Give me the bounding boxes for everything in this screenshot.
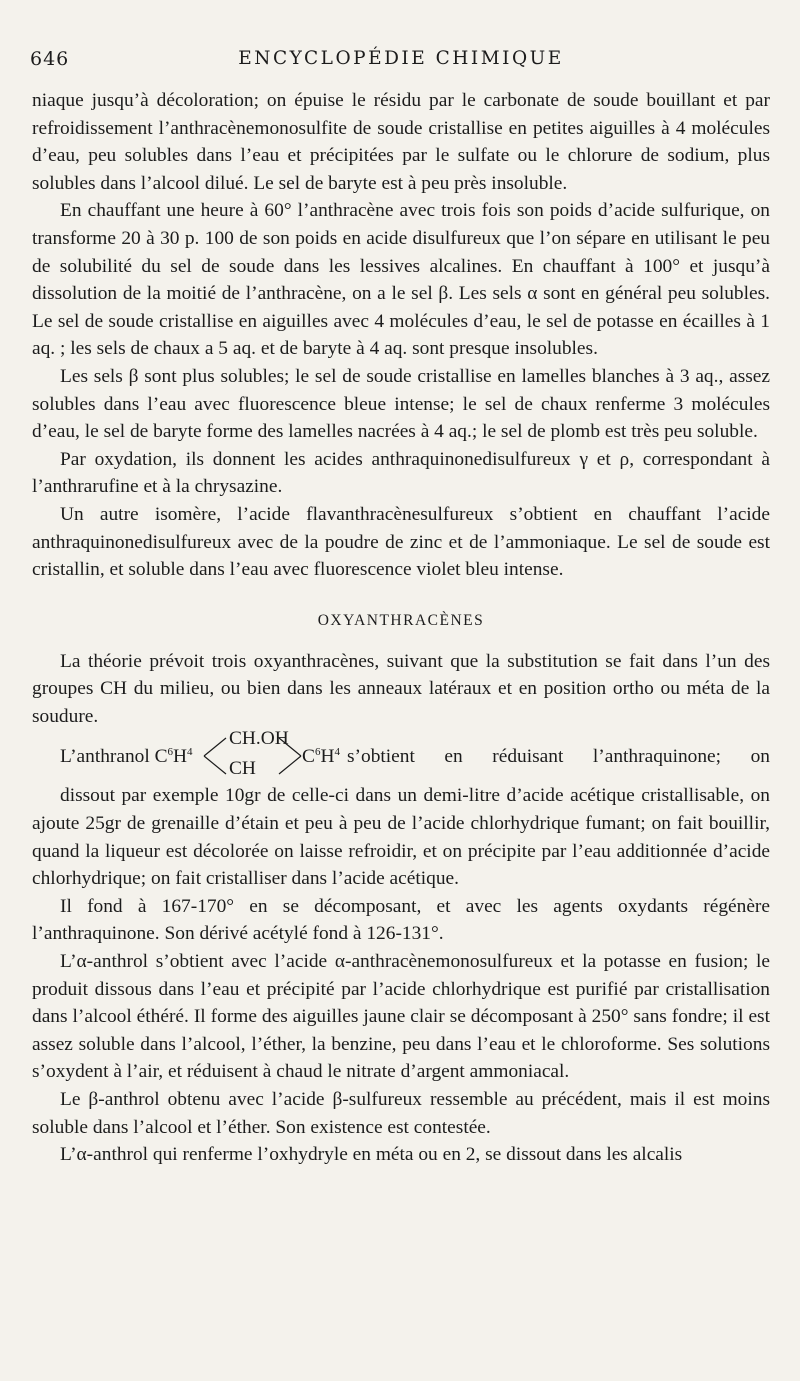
- paragraph-beta-salts: Les sels β sont plus solubles; le sel de soude cristallise en lamelles blanches à 3 aq., assez solubles dans l’eau avec fluorescence bleue intense; le sel de chaux renferme 3 molécules d’eau, le sel de baryte forme des lamelles nacrées à 4 aq.; le sel de plomb est très peu soluble.: [32, 365, 770, 443]
- paragraph-alpha-anthrol: L’α-anthrol s’obtient avec l’acide α-anthracènemonosulfureux et la potasse en fusion; le produit dissous dans l’eau et précipité par l’acide chlorhydrique est purifié par cristallisation dans l’alcool éthéré. Il forme des aiguilles jaune clair se décomposant à 250° sans fondre; il est assez soluble dans l’alcool, l’éther, la benzine, peu dans l’eau et le chloroforme. Ses solutions s’oxydent à l’air, et réduisent à chaud le nitrate d’argent ammoniacal.: [32, 951, 770, 1083]
- formula-upper-group: CH.OH: [229, 728, 289, 750]
- formula-lower-group: CH: [229, 758, 256, 780]
- anthranol-formula-line: [32, 730, 770, 782]
- section-title: OXYANTHRACÈNES: [317, 611, 485, 629]
- formula-tail-text: s’obtient en réduisant l’anthraquinone; on: [347, 746, 770, 768]
- paragraph-ammoniaque: niaque jusqu’à décoloration; on épuise le résidu par le carbonate de soude bouillant et par refroidissement l’anthracènemonosulfite de soude cristallise en petites aiguilles à 4 molécules d’eau, peu solubles dans l’eau et précipitées par le sulfate ou le chlorure de sodium, plus solubles dans l’alcool dilué. Le sel de baryte est à peu près insoluble.: [32, 90, 770, 194]
- paragraph-anthracene-heat: En chauffant une heure à 60° l’anthracène avec trois fois son poids d’acide sulfurique, on transforme 20 à 30 p. 100 de son poids en acide disulfureux que l’on sépare en utilisant le peu de solubilité du sel de soude dans les lessives alcalines. En chauffant à 100° et jusqu’à dissolution de la moitié de l’anthracène, on a le sel β. Les sels α sont en général peu solubles. Le sel de soude cristallise en aiguilles avec 4 molécules d’eau, le sel de potasse en écailles à 1 aq. ; les sels de chaux a 5 aq. et de baryte à 4 aq. sont presque insolubles.: [32, 200, 770, 360]
- paragraph-anthranol-prep: dissout par exemple 10gr de celle-ci dans un demi-litre d’acide acétique cristallisable, on ajoute 25gr de grenaille d’étain et peu à peu de l’acide chlorhydrique fumant; on fait bouillir, quand la liqueur est décolorée on laisse refroidir, et on précipite par l’eau additionnée d’acide chlorhydrique; on fait cristalliser dans l’acide acétique.: [32, 785, 770, 890]
- formula-intro: L’anthranol $C^6H^4$: [60, 746, 193, 768]
- page-body: [32, 87, 770, 1169]
- paragraph-oxydation: Par oxydation, ils donnent les acides anthraquinonedisulfureux γ et ρ, correspondant à l’anthrarufine et à la chrysazine.: [32, 448, 770, 498]
- page-number: 646: [30, 48, 70, 70]
- paragraph-theory: La théorie prévoit trois oxyanthracènes, suivant que la substitution se fait dans l’un des groupes CH du milieu, ou bien dans les anneaux latéraux et en position ortho ou méta de la soudure.: [32, 650, 770, 727]
- paragraph-beta-anthrol: Le β-anthrol obtenu avec l’acide β-sulfureux ressemble au précédent, mais il est moins soluble dans l’alcool et l’éther. Son existence est contestée.: [32, 1089, 770, 1138]
- running-title: ENCYCLOPÉDIE CHIMIQUE: [238, 48, 564, 69]
- paragraph-alpha-anthrol-meta: L’α-anthrol qui renferme l’oxhydryle en méta ou en 2, se dissout dans les alcalis: [60, 1144, 683, 1166]
- paragraph-melting: Il fond à 167-170° en se décomposant, et avec les agents oxydants régénère l’anthraquinone. Son dérivé acétylé fond à 126-131°.: [32, 895, 770, 945]
- formula-right-group: $C^6H^4$: [302, 746, 340, 768]
- paragraph-flavanthracene: Un autre isomère, l’acide flavanthracènesulfureux s’obtient en chauffant l’acide anthraquinonedisulfureux avec de la poudre de zinc et de l’ammoniaque. Le sel de soude est cristallin, et soluble dans l’eau avec fluorescence violet bleu intense.: [32, 503, 770, 581]
- running-header: [30, 48, 772, 74]
